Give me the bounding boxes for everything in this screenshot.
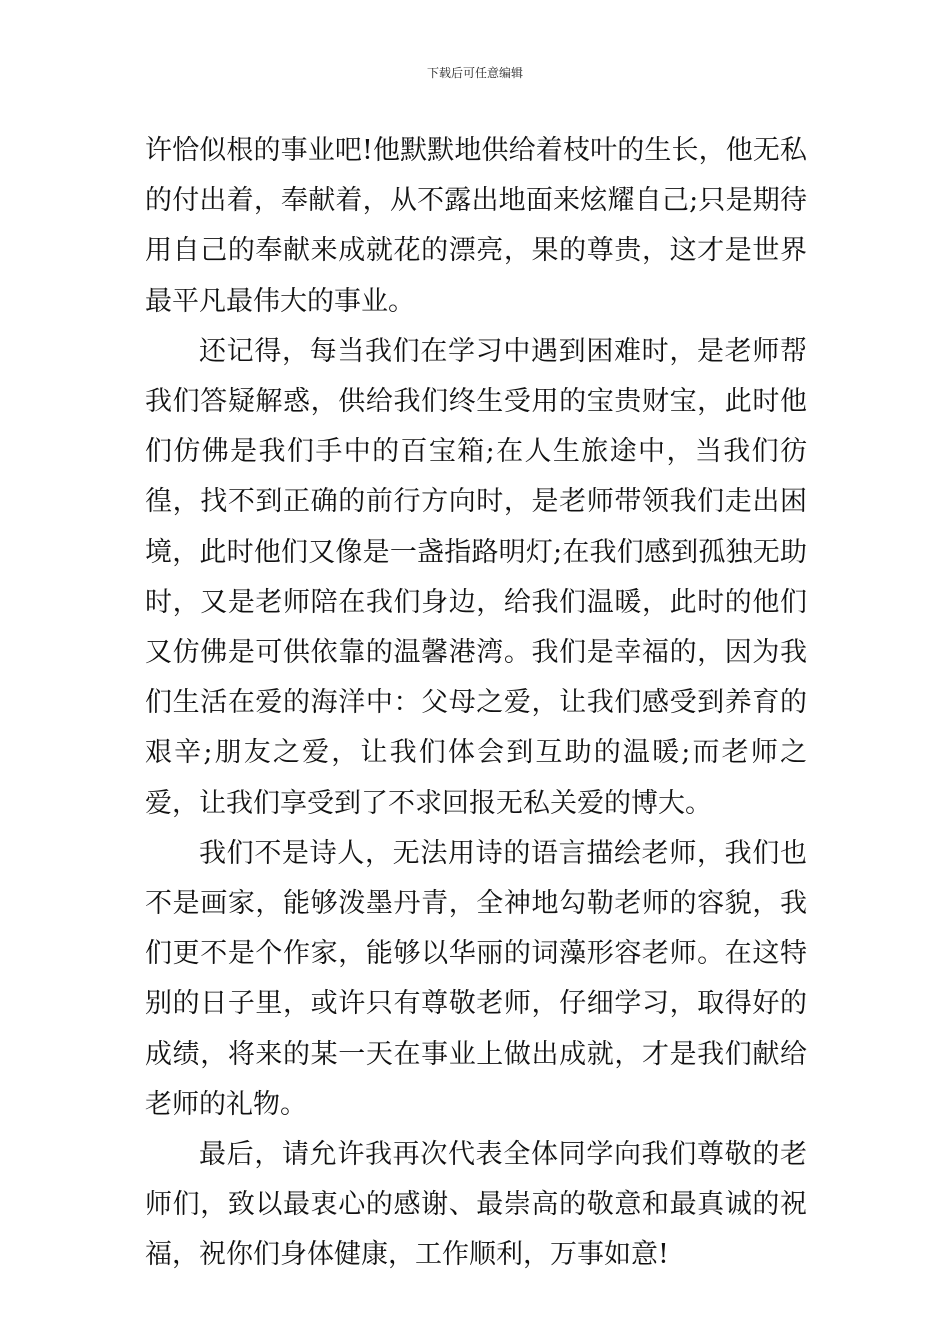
page-header: 下载后可任意编辑: [426, 66, 523, 80]
paragraph-not-poets: 我们不是诗人，无法用诗的语言描绘老师，我们也不是画家，能够泼墨丹青，全神地勾勒老师的容貌，我们更不是个作家，能够以华丽的词藻形容老师。在这特别的日子里，或许只有尊敬老师，仔细学习，取得好的成绩，将来的某一天在事业上做出成就，才是我们献给老师的礼物。: [145, 837, 807, 1120]
paragraph-closing-wishes: 最后，请允许我再次代表全体同学向我们尊敬的老师们，致以最衷心的感谢、最崇高的敬意和最真诚的祝福，祝你们身体健康，工作顺利，万事如意!: [145, 1139, 807, 1271]
paragraph-teachers-help: 还记得，每当我们在学习中遇到困难时，是老师帮我们答疑解惑，供给我们终生受用的宝贵财宝，此时他们仿佛是我们手中的百宝箱;在人生旅途中，当我们彷徨，找不到正确的前行方向时，是老师带领我们走出困境，此时他们又像是一盏指路明灯;在我们感到孤独无助时，又是老师陪在我们身边，给我们温暖，此时的他们又仿佛是可供依靠的温馨港湾。我们是幸福的，因为我们生活在爱的海洋中：父母之爱，让我们感受到养育的艰辛;朋友之爱，让我们体会到互助的温暖;而老师之爱，让我们享受到了不求回报无私关爱的博大。: [145, 335, 807, 819]
paragraph-continuation: 许恰似根的事业吧!他默默地供给着枝叶的生长，他无私的付出着，奉献着，从不露出地面来炫耀自己;只是期待用自己的奉献来成就花的漂亮，果的尊贵，这才是世界最平凡最伟大的事业。: [145, 135, 807, 317]
document-body: [145, 126, 807, 1281]
